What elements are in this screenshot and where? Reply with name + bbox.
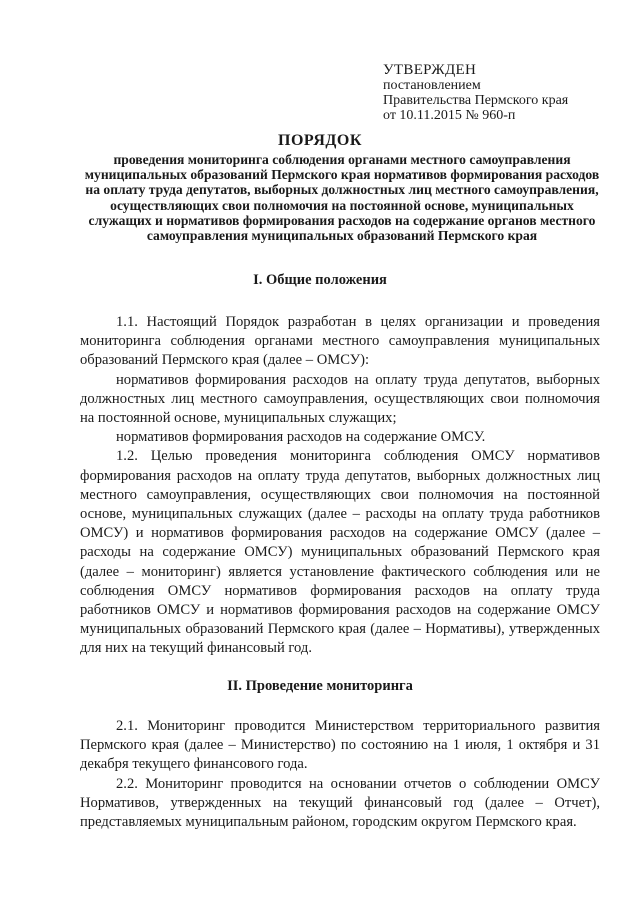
paragraph: 2.1. Мониторинг проводится Министерством территориального развития Пермского края (далее – Министерство) по состоянию на 1 июля, 1 октября и 31 декабря текущего финансового года.	[80, 718, 600, 773]
approval-line: постановлением	[383, 78, 481, 93]
paragraph: 1.2. Целью проведения мониторинга соблюдения ОМСУ нормативов формирования расходов на оплату труда депутатов, выборных должностных лиц местного самоуправления, осуществляющих свои полномочия на постоянной основе, муниципальных служащих (далее – расходы на оплату труда работников ОМСУ) и нормативов формирования расходов на содержание ОМСУ (далее – расходы на содержание ОМСУ) муниципальных образований Пермского края (далее – мониторинг) является установление фактического соблюдения или не соблюдения ОМСУ нормативов формирования расходов на оплату труда работников ОМСУ и нормативов формирования расходов на содержание ОМСУ муниципальных образований Пермского края (далее – Нормативы), утвержденных для них на текущий финансовый год.	[80, 448, 600, 657]
approval-line: Правительства Пермского края	[383, 93, 569, 108]
paragraph: нормативов формирования расходов на оплату труда депутатов, выборных должностных лиц местного самоуправления, осуществляющих свои полномочия на постоянной основе, муниципальных служащих;	[80, 371, 600, 427]
section-1-body	[80, 313, 600, 659]
paragraph: 1.1. Настоящий Порядок разработан в целях организации и проведения мониторинга соблюдения органами местного самоуправления муниципальных образований Пермского края (далее – ОМСУ):	[80, 314, 600, 369]
section-2-body	[80, 717, 600, 832]
section-heading: I. Общие положения	[253, 272, 387, 288]
approval-title: УТВЕРЖДЕН	[383, 62, 477, 78]
approval-stamp	[383, 62, 623, 123]
document-subtitle: проведения мониторинга соблюдения органами местного самоуправления муниципальных образований Пермского края нормативов формирования расходов на оплату труда депутатов, выборных должностных лиц местного самоуправления, осуществляющих свои полномочия на постоянной основе, муниципальных служащих и нормативов формирования расходов на содержание органов местного самоуправления муниципальных образований Пермского края	[84, 152, 600, 244]
paragraph: нормативов формирования расходов на содержание ОМСУ.	[116, 429, 486, 446]
section-heading: II. Проведение мониторинга	[227, 678, 413, 694]
paragraph: 2.2. Мониторинг проводится на основании отчетов о соблюдении ОМСУ Нормативов, утвержденных на текущий финансовый год (далее – Отчет), представляемых муниципальным районом, городским округом Пермского края.	[80, 775, 600, 831]
document-title: ПОРЯДОК	[278, 132, 362, 149]
approval-line: от 10.11.2015 № 960-п	[383, 108, 516, 123]
